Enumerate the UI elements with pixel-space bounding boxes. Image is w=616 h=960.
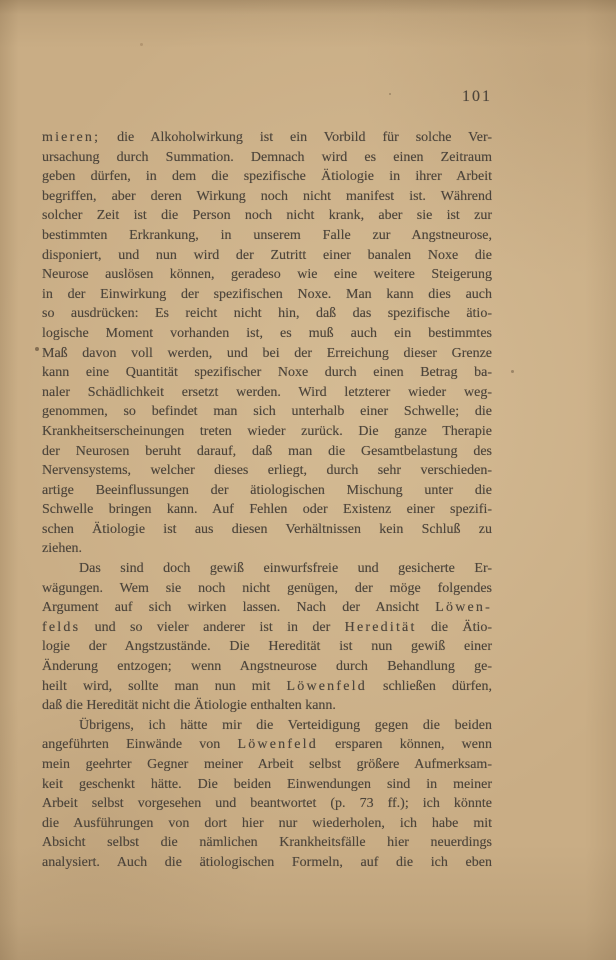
text-segment: disponiert, und nun wird der Zutritt einer banalen Noxe die: [42, 247, 492, 263]
text-line: [42, 775, 492, 795]
text-segment: logie der Angstzustände. Die Heredität ist nun gewiß einer: [42, 639, 492, 655]
text-line: [42, 716, 492, 736]
text-segment: ziehen.: [42, 541, 83, 557]
text-segment: bestimmten Erkrankung, in unserem Falle zur Angstneurose,: [42, 227, 492, 243]
text-segment: Krankheitserscheinungen treten wieder zurück. Die ganze Therapie: [42, 423, 492, 439]
text-line: [42, 814, 492, 834]
text-line: [42, 422, 492, 442]
text-segment: Arbeit selbst vorgesehen und beantwortet (p. 73 ff.); ich könnte: [42, 796, 492, 812]
text-segment: angeführten Einwände von: [42, 737, 238, 753]
text-line: [42, 187, 492, 207]
text-line: [42, 206, 492, 226]
text-line: [42, 285, 492, 305]
text-line: [42, 539, 492, 559]
letterspaced-word: Löwenfeld: [237, 737, 318, 753]
text-segment: Nervensystems, welcher dieses erliegt, durch sehr verschieden-: [42, 463, 492, 479]
text-segment: Übrigens, ich hätte mir die Verteidigung gegen die beiden: [79, 717, 492, 733]
text-segment: geben dürfen, in dem die spezifische Ätiologie in ihrer Arbeit: [42, 169, 492, 185]
text-line: [42, 735, 492, 755]
letterspaced-word: Löwenfeld: [286, 678, 367, 694]
text-line: [42, 246, 492, 266]
text-segment: Das sind doch gewiß einwurfsfreie und gesicherte Er-: [79, 561, 492, 577]
text-segment: Maß davon voll werden, und bei der Erreichung dieser Grenze: [42, 345, 492, 361]
text-segment: schen Ätiologie ist aus diesen Verhältnissen kein Schluß zu: [42, 521, 492, 537]
text-segment: die Ausführungen von dort hier nur wiederholen, ich habe mit: [42, 815, 492, 831]
text-line: [42, 128, 492, 148]
text-line: [42, 833, 492, 853]
text-segment: Änderung entzogen; wenn Angstneurose durch Behandlung ge-: [42, 659, 492, 675]
text-line: [42, 461, 492, 481]
text-segment: ursachung durch Summation. Demnach wird es einen Zeitraum: [42, 149, 492, 165]
text-segment: in der Einwirkung der spezifischen Noxe. Man kann dies auch: [42, 286, 492, 302]
text-segment: kann eine Quantität spezifischer Noxe durch einen Betrag ba-: [42, 365, 492, 381]
text-line: [42, 481, 492, 501]
text-line: [42, 579, 492, 599]
text-line: [42, 559, 492, 579]
text-segment: Argument auf sich wirken lassen. Nach der Ansicht: [42, 600, 436, 616]
text-segment: der Neurosen beruht darauf, daß man die Gesamtbelastung des: [42, 443, 492, 459]
text-line: [42, 383, 492, 403]
text-line: [42, 226, 492, 246]
letterspaced-word: mieren;: [42, 130, 101, 145]
text-line: [42, 402, 492, 422]
text-line: [42, 265, 492, 285]
text-line: [42, 442, 492, 462]
text-segment: naler Schädlichkeit ersetzt werden. Wird letzterer wieder weg-: [42, 384, 492, 400]
text-segment: Neurose auslösen können, geradeso wie eine weitere Steigerung: [42, 267, 492, 283]
text-line: [42, 853, 492, 873]
paper-speck: [389, 93, 391, 95]
letterspaced-word: felds: [42, 619, 81, 635]
text-line: [42, 794, 492, 814]
page-number: 101: [462, 88, 492, 105]
text-segment: artige Beeinflussungen der ätiologischen Mischung unter die: [42, 482, 492, 498]
text-segment: die Alkoholwirkung ist ein Vorbild für solche Ver-: [100, 130, 492, 145]
text-line: [42, 344, 492, 364]
text-segment: daß die Heredität nicht die Ätiologie enthalten kann.: [42, 698, 336, 714]
text-line: [42, 167, 492, 187]
paper-speck: [511, 370, 514, 373]
text-block: [42, 128, 492, 873]
text-line: [42, 755, 492, 775]
text-segment: solcher Zeit ist die Person noch nicht krank, aber sie ist zur: [42, 208, 492, 224]
letterspaced-word: Löwen-: [435, 600, 492, 616]
text-line: [42, 148, 492, 168]
text-segment: analysiert. Auch die ätiologischen Formeln, auf die ich eben: [42, 854, 492, 870]
text-segment: schließen dürfen,: [366, 678, 492, 694]
text-line: [42, 304, 492, 324]
text-segment: mein geehrter Gegner meiner Arbeit selbst größere Aufmerksam-: [42, 757, 492, 772]
text-line: [42, 598, 492, 618]
text-line: [42, 696, 492, 716]
text-segment: Schwelle bringen kann. Auf Fehlen oder Existenz einer spezifi-: [42, 502, 492, 518]
text-segment: ersparen können, wenn: [317, 737, 492, 753]
text-line: [42, 324, 492, 344]
text-line: [42, 657, 492, 677]
text-segment: so ausdrücken: Es reicht nicht hin, daß das spezifische ätio-: [42, 306, 492, 322]
text-segment: logische Moment vorhanden ist, es muß auch ein bestimmtes: [42, 325, 492, 341]
text-segment: genommen, so befindet man sich unterhalb einer Schwelle; die: [42, 404, 492, 420]
text-segment: begriffen, aber deren Wirkung noch nicht manifest ist. Während: [42, 188, 492, 204]
text-line: [42, 500, 492, 520]
paper-speck: [140, 43, 143, 46]
text-line: [42, 520, 492, 540]
text-line: [42, 637, 492, 657]
text-line: [42, 618, 492, 638]
text-line: [42, 677, 492, 697]
text-segment: wägungen. Wem sie noch nicht genügen, der möge folgendes: [42, 580, 492, 596]
text-segment: und so vieler anderer ist in der: [80, 619, 345, 635]
letterspaced-word: Heredität: [344, 619, 417, 635]
paper-speck: [35, 347, 39, 351]
text-segment: Absicht selbst die nämlichen Krankheitsfälle hier neuerdings: [42, 835, 492, 851]
text-segment: keit geschenkt hätte. Die beiden Einwendungen sind in meiner: [42, 776, 492, 792]
text-line: [42, 363, 492, 383]
text-segment: die Ätio-: [416, 619, 493, 635]
text-segment: heilt wird, sollte man nun mit: [42, 678, 287, 694]
